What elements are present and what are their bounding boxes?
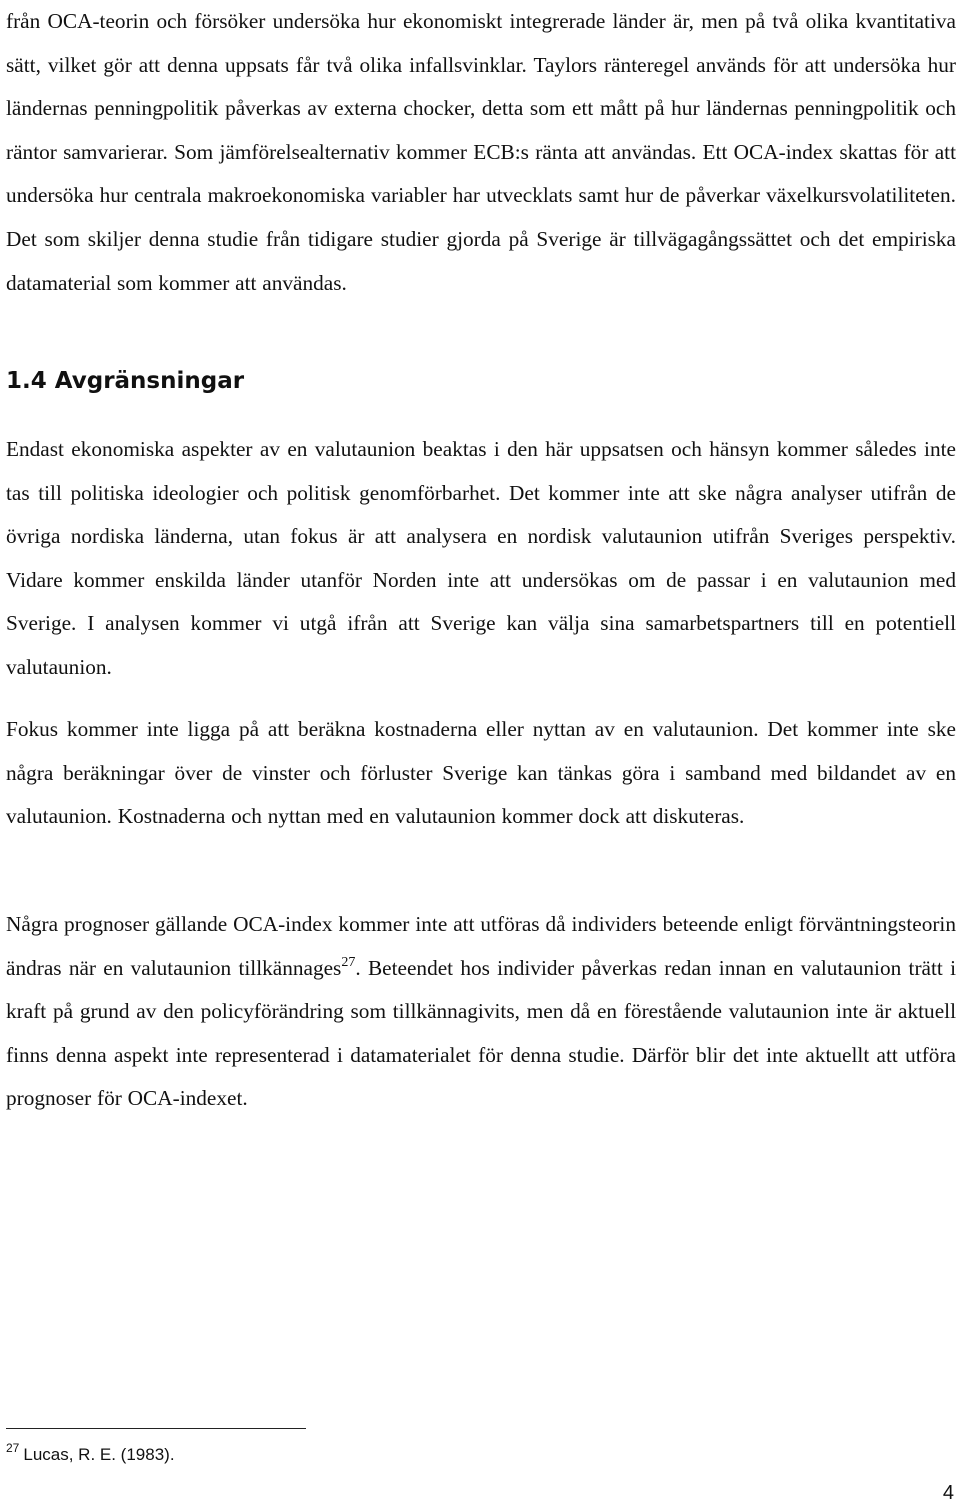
footnote-separator: [6, 1428, 306, 1429]
footnote: [6, 1440, 175, 1470]
paragraph-focus: Fokus kommer inte ligga på att beräkna kostnaderna eller nyttan av en valutaunion. Det kommer inte ske några beräkningar över de vinster och förluster Sverige kan tänkas göra i samband med bildandet av en valutaunion. Kostnaderna och nyttan med en valutaunion kommer dock att diskuteras.: [6, 717, 956, 829]
paragraph-delimitations: Endast ekonomiska aspekter av en valutaunion beaktas i den här uppsatsen och hänsyn kommer således inte tas till politiska ideologier och politisk genomförbarhet. Det kommer inte att ske några analyser utifrån de övriga nordiska länderna, utan fokus är att analysera en nordisk valutaunion utifrån Sveriges perspektiv. Vidare kommer enskilda länder utanför Norden inte att undersökas om de passar i en valutaunion med Sverige. I analysen kommer vi utgå ifrån att Sverige kan välja sina samarbetspartners till en potentiell valutaunion.: [6, 437, 956, 679]
footnote-reference[interactable]: 27: [341, 954, 356, 970]
footnote-text: Lucas, R. E. (1983).: [23, 1445, 175, 1464]
section-heading: 1.4 Avgränsningar: [6, 368, 245, 394]
paragraph-forecasts-text-start: Några prognoser gällande OCA-index kommer inte att utföras då individers beteende enligt förväntningsteorin ändras när en valutaunion tillkännages: [6, 912, 956, 980]
paragraph-forecasts: [6, 903, 956, 1121]
paragraph-forecasts-text-end: . Beteendet hos individer påverkas redan innan en valutaunion trätt i kraft på grund av den policyförändring som tillkännagivits, men då en förestående valutaunion inte är aktuell finns denna aspekt inte representerad i datamaterialet för denna studie. Därför blir det inte aktuellt att utföra prognoser för OCA-indexet.: [6, 955, 956, 1111]
paragraph-method-overview: från OCA-teorin och försöker undersöka hur ekonomiskt integrerade länder är, men på två olika kvantitativa sätt, vilket gör att denna uppsats får två olika infallsvinklar. Taylors ränteregel används för att undersöka hur ländernas penningpolitik påverkas av externa chocker, detta som ett mått på hur ländernas penningpolitik och räntor samvarierar. Som jämförelsealternativ kommer ECB:s ränta att användas. Ett OCA-index skattas för att undersöka hur centrala makroekonomiska variabler har utvecklats samt hur de påverkar växelkursvolatiliteten. Det som skiljer denna studie från tidigare studier gjorda på Sverige är tillvägagångssättet och det empiriska datamaterial som kommer att användas.: [6, 9, 956, 295]
page-number: 4: [942, 1482, 954, 1504]
footnote-number: 27: [6, 1441, 20, 1455]
